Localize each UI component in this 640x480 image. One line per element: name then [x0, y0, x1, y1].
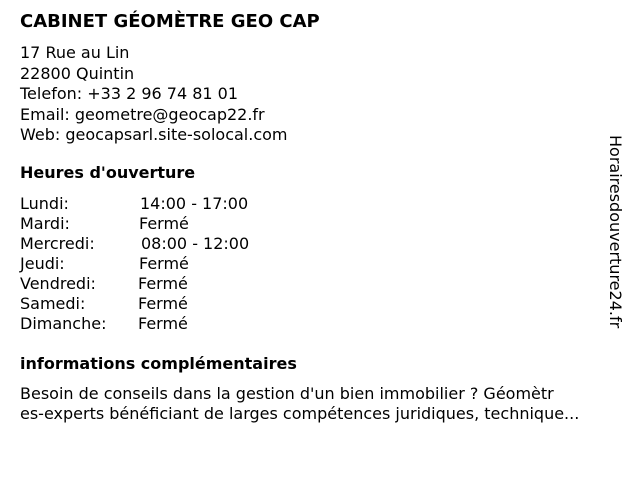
contact-block	[20, 43, 288, 146]
hours-heading: Heures d'ouverture	[20, 163, 196, 182]
day-hours: Fermé	[138, 294, 188, 313]
day-hours: Fermé	[138, 314, 188, 333]
description-line: es-experts bénéficiant de larges compétences juridiques, technique...	[20, 404, 580, 423]
day-label: Dimanche:	[20, 314, 107, 333]
info-heading: informations complémentaires	[20, 354, 297, 373]
address-street: 17 Rue au Lin	[20, 43, 130, 62]
day-hours: Fermé	[139, 254, 189, 273]
web-line: Web: geocapsarl.site-solocal.com	[20, 125, 288, 144]
day-label: Jeudi:	[20, 254, 65, 273]
day-label: Vendredi:	[20, 274, 96, 293]
description-line: Besoin de conseils dans la gestion d'un bien immobilier ? Géomètr	[20, 384, 554, 403]
watermark-text: Horairesdouverture24.fr	[606, 135, 625, 329]
day-hours: 08:00 - 12:00	[141, 234, 250, 253]
day-hours: Fermé	[138, 274, 188, 293]
day-hours: Fermé	[139, 214, 189, 233]
email-line: Email: geometre@geocap22.fr	[20, 104, 265, 124]
day-label: Mardi:	[20, 214, 70, 233]
day-label: Mercredi:	[20, 234, 95, 253]
business-name: CABINET GÉOMÈTRE GEO CAP	[20, 11, 320, 32]
day-label: Lundi:	[20, 194, 69, 213]
phone-line: Telefon: +33 2 96 74 81 01	[20, 84, 239, 103]
day-hours: 14:00 - 17:00	[140, 194, 249, 213]
address-city: 22800 Quintin	[20, 63, 135, 83]
day-label: Samedi:	[20, 294, 86, 313]
description-text	[20, 384, 626, 424]
